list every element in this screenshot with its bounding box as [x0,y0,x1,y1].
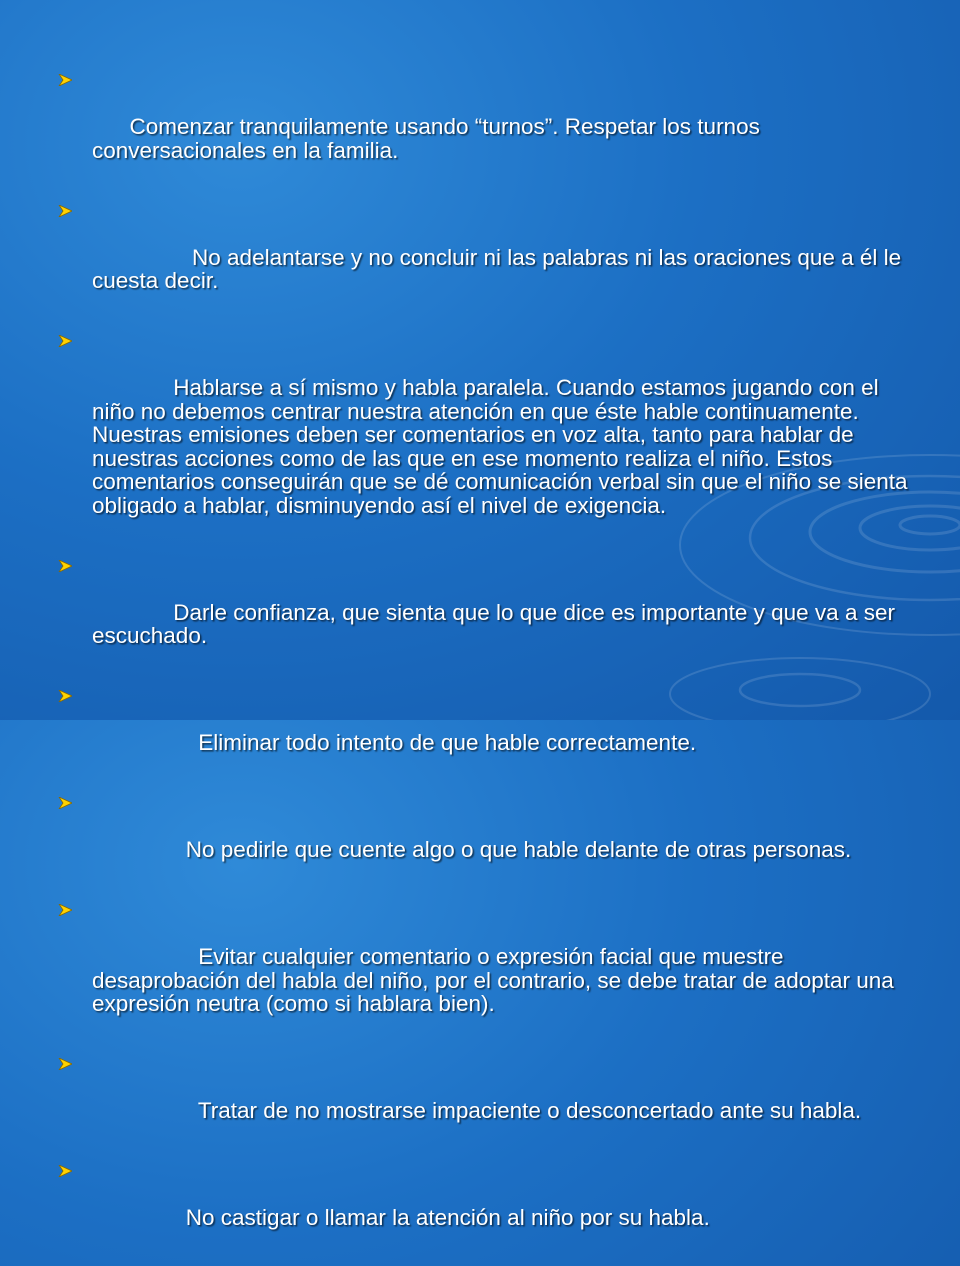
bullet-text: Evitar cualquier comentario o expresión facial que muestre desaprobación del habla del niño, por el contrario, se debe tratar de adoptar una expresión neutra (como si hablara bien). [92,944,901,1016]
bullet-item [58,684,918,778]
bullet-text: No pedirle que cuente algo o que hable delante de otras personas. [129,837,852,862]
bullet-item [58,898,918,1039]
bullet-text: Tratar de no mostrarse impaciente o desconcertado ante su habla. [129,1098,862,1123]
arrowhead-bullet-icon [58,1165,72,1177]
bullet-item [58,329,918,541]
bullet-text: Hablarse a sí mismo y habla paralela. Cuando estamos jugando con el niño no debemos centrar nuestra atención en que éste hable continuamente. Nuestras emisiones deben ser comentarios en voz alta, tanto para hablar de nuestras acciones como de las que en ese momento realiza el niño. Estos comentarios conseguirán que se dé comunicación verbal sin que el niño se sienta obligado a hablar, disminuyendo así el nivel de exigencia. [92,375,914,518]
bullet-text: No adelantarse y no concluir ni las palabras ni las oraciones que a él le cuesta decir. [92,244,908,293]
arrowhead-bullet-icon [58,335,72,347]
arrowhead-bullet-icon [58,690,72,702]
bullet-item [58,791,918,885]
bullet-text: No castigar o llamar la atención al niño por su habla. [129,1205,710,1230]
arrowhead-bullet-icon [58,904,72,916]
bullet-item [58,554,918,672]
bullet-text: Eliminar todo intento de que hable correctamente. [129,730,697,755]
arrowhead-bullet-icon [58,560,72,572]
bullet-item [58,199,918,317]
bullet-text: Darle confianza, que sienta que lo que dice es importante y que va a ser escuchado. [92,599,902,648]
bullet-text: Comenzar tranquilamente usando “turnos”. Respetar los turnos conversacionales en la familia. [92,114,767,163]
bullet-item [58,68,918,186]
arrowhead-bullet-icon [58,74,72,86]
bullet-item [58,1159,918,1253]
arrowhead-bullet-icon [58,205,72,217]
bullet-list [58,68,918,1266]
bullet-item [58,1052,918,1146]
arrowhead-bullet-icon [58,1058,72,1070]
arrowhead-bullet-icon [58,797,72,809]
